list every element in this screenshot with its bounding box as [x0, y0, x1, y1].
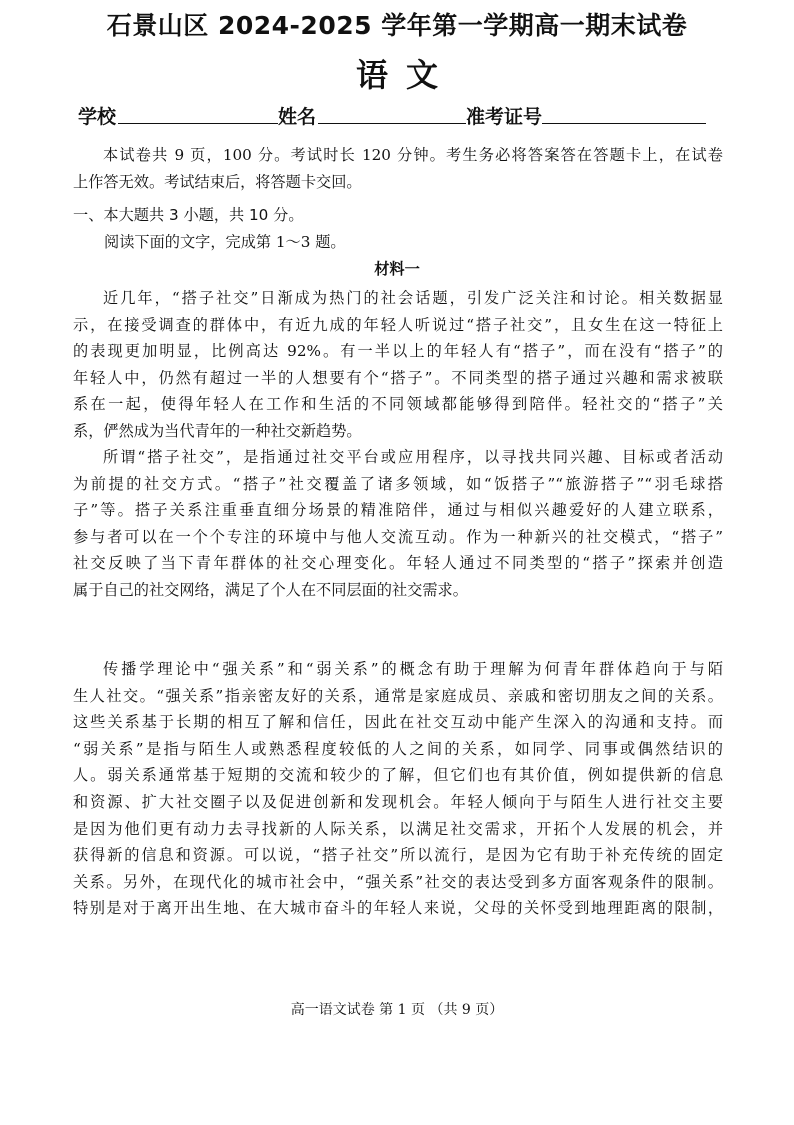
text-line: 这些关系基于长期的相互了解和信任，因此在社交互动中能产生深入的沟通和支持。而: [73, 713, 723, 732]
name-blank: [318, 123, 466, 124]
text-line: 子”等。搭子关系注重垂直细分场景的精准陪伴，通过与相似兴趣爱好的人建立联系，: [73, 501, 723, 520]
text-line: 关系。另外，在现代化的城市社会中，“强关系”社交的表达受到多方面客观条件的限制。: [73, 872, 723, 891]
exam-title: 石景山区 2024-2025 学年第一学期高一期末试卷: [106, 11, 688, 40]
exam-id-label: 准考证号: [466, 106, 543, 128]
text-line: 和资源、扩大社交圈子以及促进创新和发现机会。年轻人倾向于与陌生人进行社交主要: [73, 792, 723, 811]
text-line: 年轻人中，仍然有超过一半的人想要有个“搭子”。不同类型的搭子通过兴趣和需求被联: [73, 368, 723, 387]
text-line: 传播学理论中“强关系”和“弱关系”的概念有助于理解为何青年群体趋向于与陌: [103, 660, 723, 678]
section-heading: 一、本大题共 3 小题，共 10 分。: [73, 206, 304, 224]
school-label: 学校: [78, 106, 117, 128]
material-paragraph-3: [73, 656, 723, 922]
text-line: “弱关系”是指与陌生人或熟悉程度较低的人之间的关系，如同学、同事或偶然结识的: [73, 739, 723, 758]
text-line: 特别是对于离开出生地、在大城市奋斗的年轻人来说，父母的关怀受到地理距离的限制，: [73, 899, 723, 918]
school-blank: [118, 123, 278, 124]
notice-paragraph: [73, 142, 723, 195]
exam-id-blank: [542, 123, 706, 124]
material-paragraph-1: [73, 285, 723, 445]
text-line: 示，在接受调查的群体中，有近九成的年轻人听说过“搭子社交”，且女生在这一特征上: [73, 315, 723, 334]
material-title: 材料一: [374, 260, 420, 278]
text-line: 系在一起，使得年轻人在工作和生活的不同领域都能够得到陪伴。轻社交的“搭子”关: [73, 395, 723, 414]
text-line: 所谓“搭子社交”，是指通过社交平台或应用程序，以寻找共同兴趣、目标或者活动: [103, 448, 723, 466]
material-paragraph-2: [73, 444, 723, 604]
text-line: 属于自己的社交网络，满足了个人在不同层面的社交需求。: [73, 580, 468, 599]
section-instruction: 阅读下面的文字，完成第 1～3 题。: [104, 233, 346, 251]
student-info-fields: [78, 102, 718, 128]
text-line: 人。弱关系通常基于短期的交流和较少的了解，但它们也有其价值，例如提供新的信息: [73, 766, 723, 785]
text-line: 的表现更加明显，比例高达 92%。有一半以上的年轻人有“搭子”，而在没有“搭子”的: [73, 342, 723, 361]
name-label: 姓名: [278, 106, 317, 128]
text-line: 生人社交。“强关系”指亲密友好的关系，通常是家庭成员、亲戚和密切朋友之间的关系。: [73, 686, 723, 705]
text-line: 参与者可以在一个个专注的环境中与他人交流互动。作为一种新兴的社交模式，“搭子”: [73, 527, 723, 546]
notice-line: 本试卷共 9 页，100 分。考试时长 120 分钟。考生务必将答案答在答题卡上，在试卷: [103, 146, 723, 164]
text-line: 为前提的社交方式。“搭子”社交覆盖了诸多领域，如“饭搭子”“旅游搭子”“羽毛球搭: [73, 474, 723, 493]
text-line: 社交反映了当下青年群体的社交心理变化。年轻人通过不同类型的“搭子”探索并创造: [73, 554, 723, 573]
page-footer: 高一语文试卷 第 1 页 （共 9 页）: [290, 1002, 504, 1018]
text-line: 获得新的信息和资源。可以说，“搭子社交”所以流行，是因为它有助于补充传统的固定: [73, 846, 723, 865]
text-line: 近几年，“搭子社交”日渐成为热门的社会话题，引发广泛关注和讨论。相关数据显: [103, 289, 723, 307]
subject-title: 语文: [355, 56, 456, 94]
text-line: 系，俨然成为当代青年的一种社交新趋势。: [73, 421, 362, 440]
notice-line: 上作答无效。考试结束后，将答题卡交回。: [73, 172, 362, 191]
text-line: 是因为他们更有动力去寻找新的人际关系，以满足社交需求，开拓个人发展的机会，并: [73, 819, 723, 838]
